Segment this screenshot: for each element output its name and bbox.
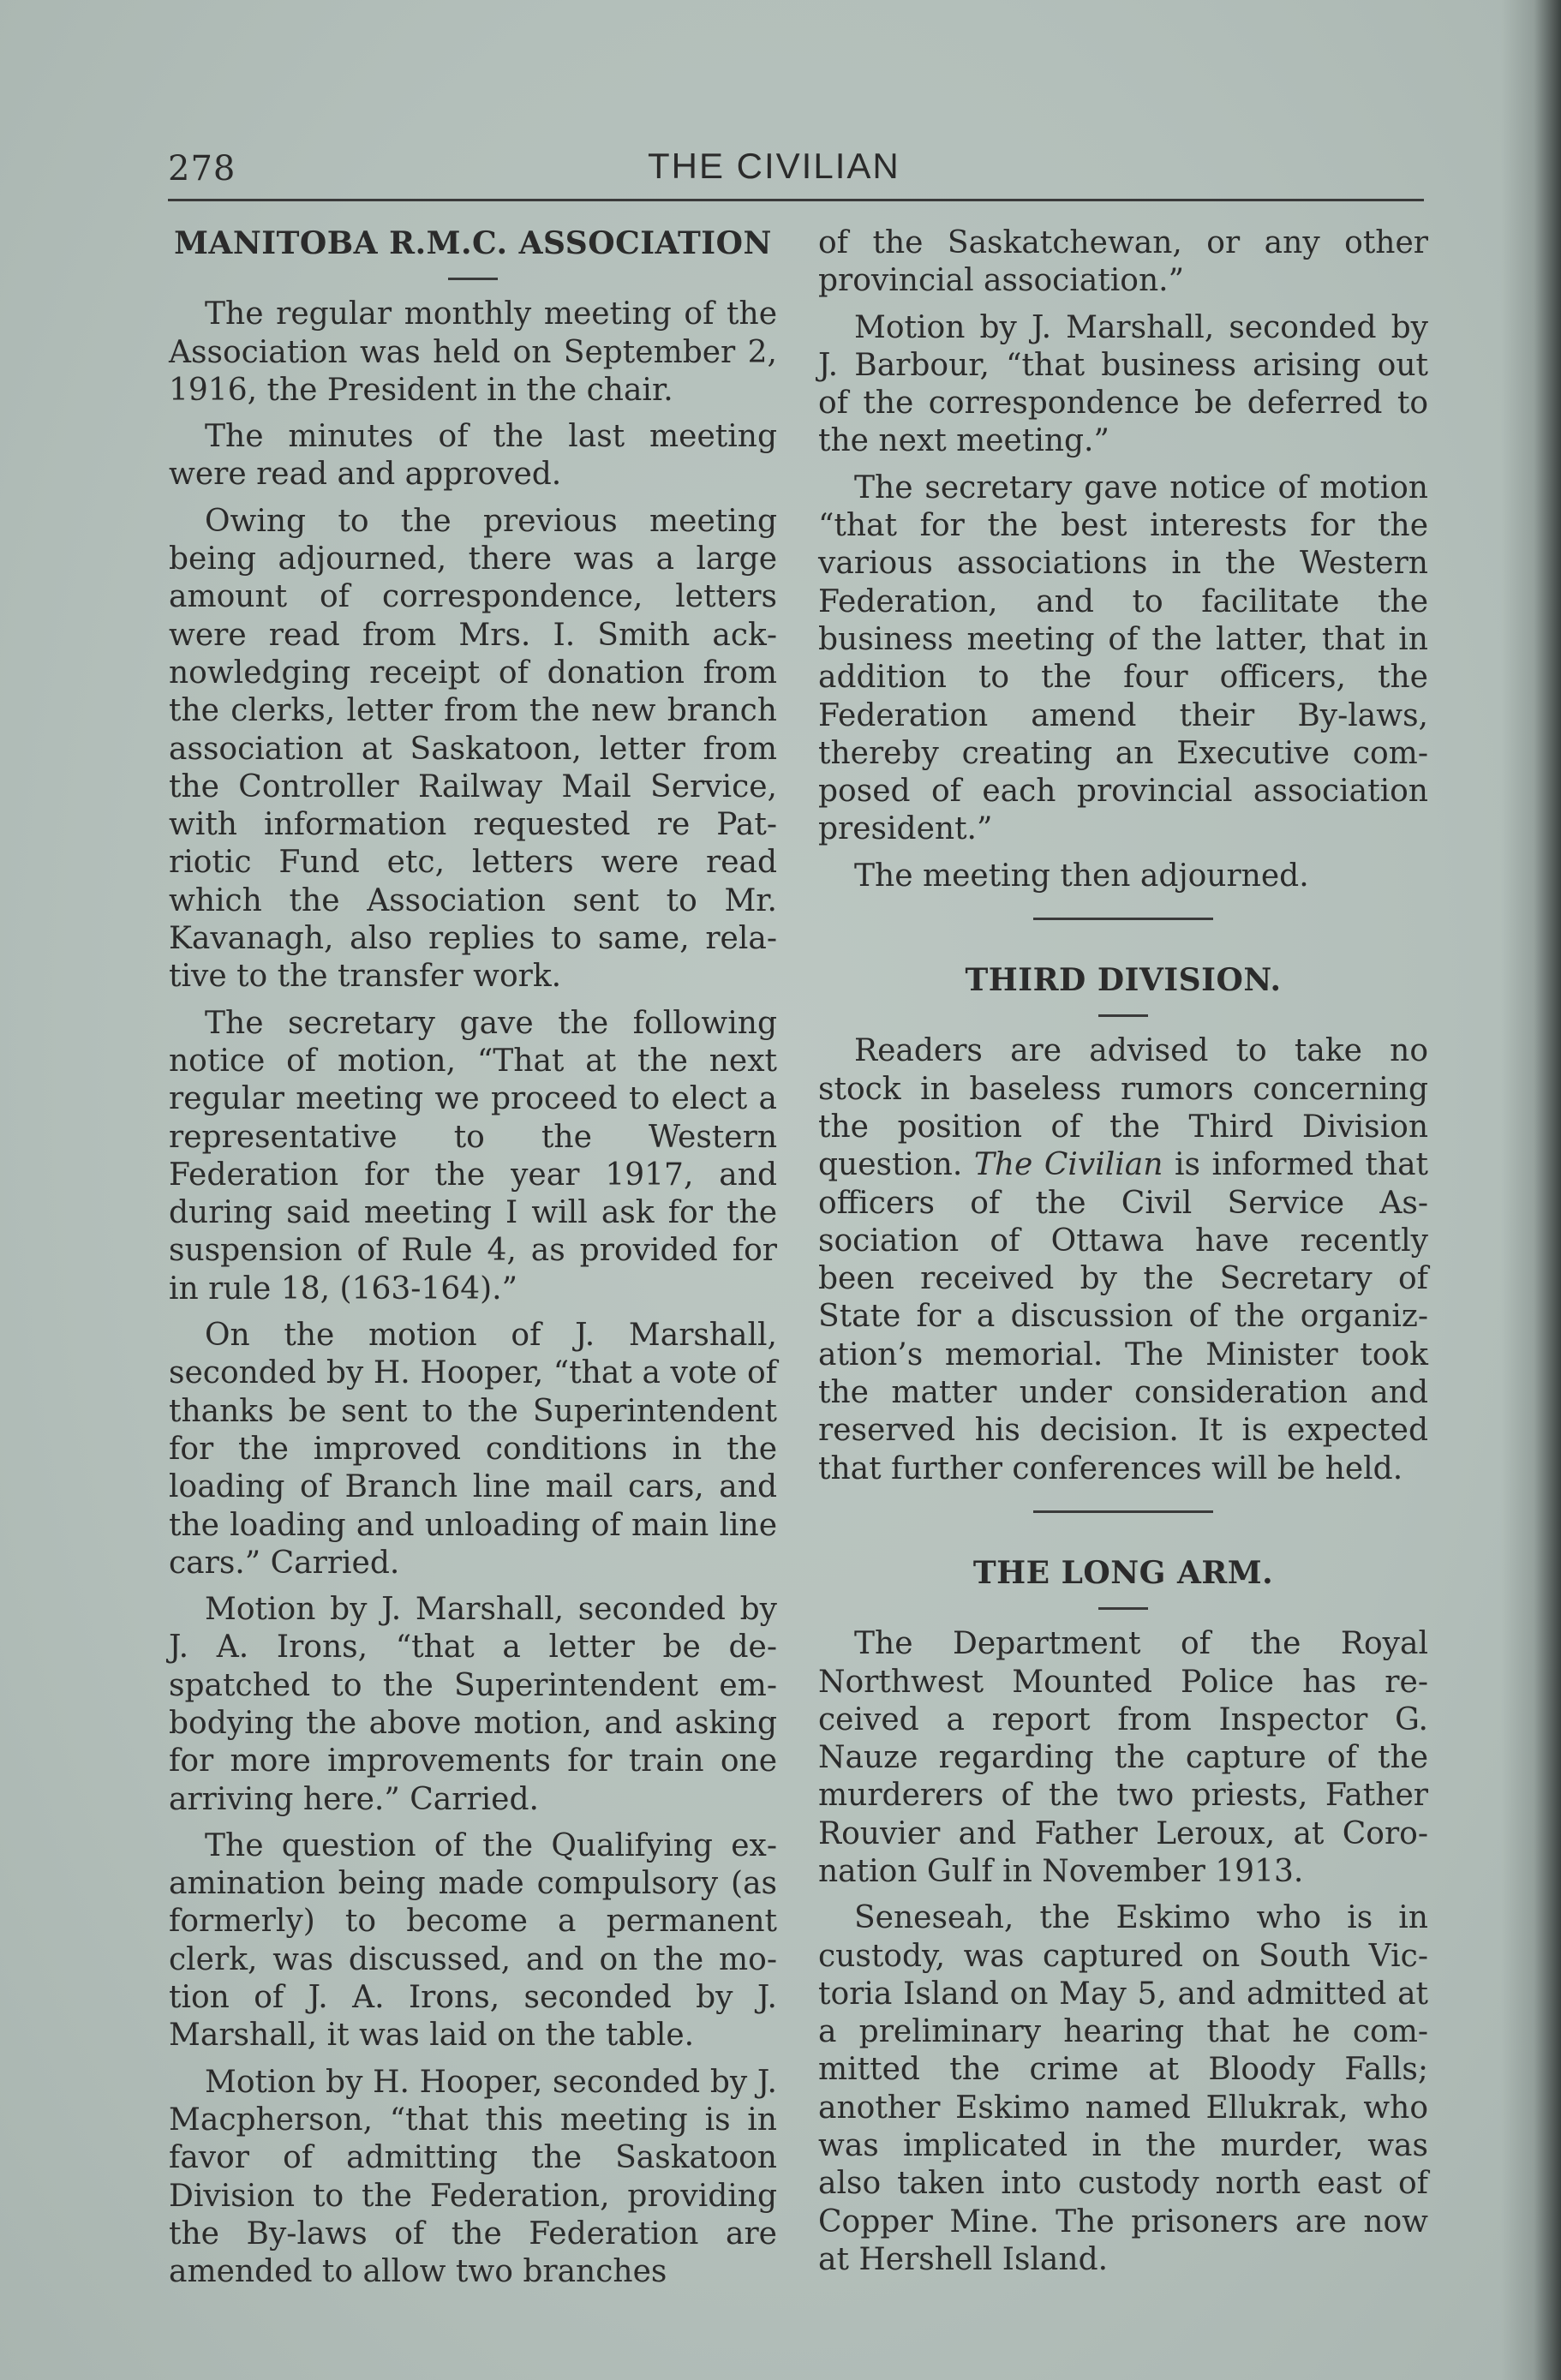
running-title: THE CIVILIAN [648, 146, 900, 186]
page-number: 278 [168, 149, 236, 188]
paragraph-continuation: of the Saskatchewan, or any other provincial association.” [818, 225, 1428, 299]
paragraph: The secretary gave the following notice of motion, “That at the next regular meeting we proceed to elect a representative to the Western Federation for the year 1917, and during said meeting I will ask for the suspension of Rule 4, as provided for in rule 18, (163-164).” [169, 1005, 777, 1307]
paragraph: The meeting then adjourned. [854, 858, 1309, 894]
article-heading-long-arm: THE LONG ARM. [972, 1554, 1274, 1591]
article-heading-third-division: THIRD DIVISION. [965, 962, 1282, 999]
header-rule [168, 199, 1424, 201]
section-divider [1033, 918, 1213, 920]
paragraph: The Department of the Royal Northwest Mounted Police has received a report from Inspector G. Nauze regarding the capture of the murderers of the two priests, Father Rouvier and Father Leroux, at Coronation Gulf in November 1913. [818, 1626, 1428, 1889]
page-header [168, 146, 1427, 197]
text-run: Readers are advised to take no stock in baseless rumors concerning the position of the Third Division question. [818, 1033, 1428, 1183]
paragraph: Seneseah, the Eskimo who is in custody, was captured on South Victoria Island on May 5, and admitted at a preliminary hearing that he committed the crime at Bloody Falls; another Eskimo named Ellukrak, who was implicated in the murder, was also taken into custody north east of Copper Mine. The prisoners are now at Hershell Island. [818, 1900, 1428, 2277]
article-heading-manitoba: MANITOBA R.M.C. ASSOCIATION [174, 225, 772, 261]
paragraph: The question of the Qualifying examination being made compulsory (as formerly) to become a permanent clerk, was discussed, and on the motion of J. A. Irons, seconded by J. Marshall, it was laid on the table. [169, 1827, 777, 2054]
paragraph [818, 1032, 1428, 1488]
page-edge-shadow [1501, 0, 1561, 2380]
right-column [818, 224, 1428, 2279]
paragraph: The minutes of the last meeting were read and approved. [169, 419, 777, 493]
paragraph: On the motion of J. Marshall, seconded by H. Hooper, “that a vote of thanks be sent to the Superintendent for the improved conditions in the loading of Branch line mail cars, and the loading and unloading of main line cars.” Carried. [169, 1318, 777, 1581]
paragraph: Motion by H. Hooper, seconded by J. Macpherson, “that this meeting is in favor of admitting the Saskatoon Division to the Federation, providing the By-laws of the Federation are amended to allow two branches [169, 2064, 777, 2290]
heading-rule [448, 278, 498, 280]
paragraph: The secretary gave notice of motion “that for the best interests for the various associations in the Western Federation, and to facilitate the business meeting of the latter, that in addition to the four officers, the Federation amend their By-laws, thereby creating an Executive composed of each provincial association president.” [818, 469, 1428, 847]
heading-rule [1098, 1607, 1148, 1610]
paragraph: Motion by J. Marshall, seconded by J. Barbour, “that business arising out of the correspondence be deferred to the next meeting.” [818, 309, 1428, 459]
left-column [169, 224, 777, 2291]
paragraph: The regular monthly meeting of the Association was held on September 2, 1916, the President in the chair. [169, 296, 777, 408]
paragraph: Owing to the previous meeting being adjourned, there was a large amount of correspondence, letters were read from Mrs. I. Smith acknowledging receipt of donation from the clerks, letter from the new branch association at Saskatoon, letter from the Controller Railway Mail Service, with information requested re Patriotic Fund etc, letters were read which the Association sent to Mr. Kavanagh, also replies to same, relative to the transfer work. [169, 503, 777, 995]
paragraph: Motion by J. Marshall, seconded by J. A. Irons, “that a letter be despatched to the Superintendent embodying the above motion, and asking for more improvements for train one arriving here.” Carried. [169, 1592, 777, 1817]
text-run: is informed that officers of the Civil Service Association of Ottawa have recently been received by the Secretary of State for a discussion of the organization’s memorial. The Minister took the matter under consideration and reserved his decision. It is expected that further conferences will be held. [818, 1147, 1428, 1486]
italic-publication-name: The Civilian [973, 1147, 1163, 1183]
section-divider [1033, 1510, 1213, 1513]
heading-rule [1098, 1014, 1148, 1017]
